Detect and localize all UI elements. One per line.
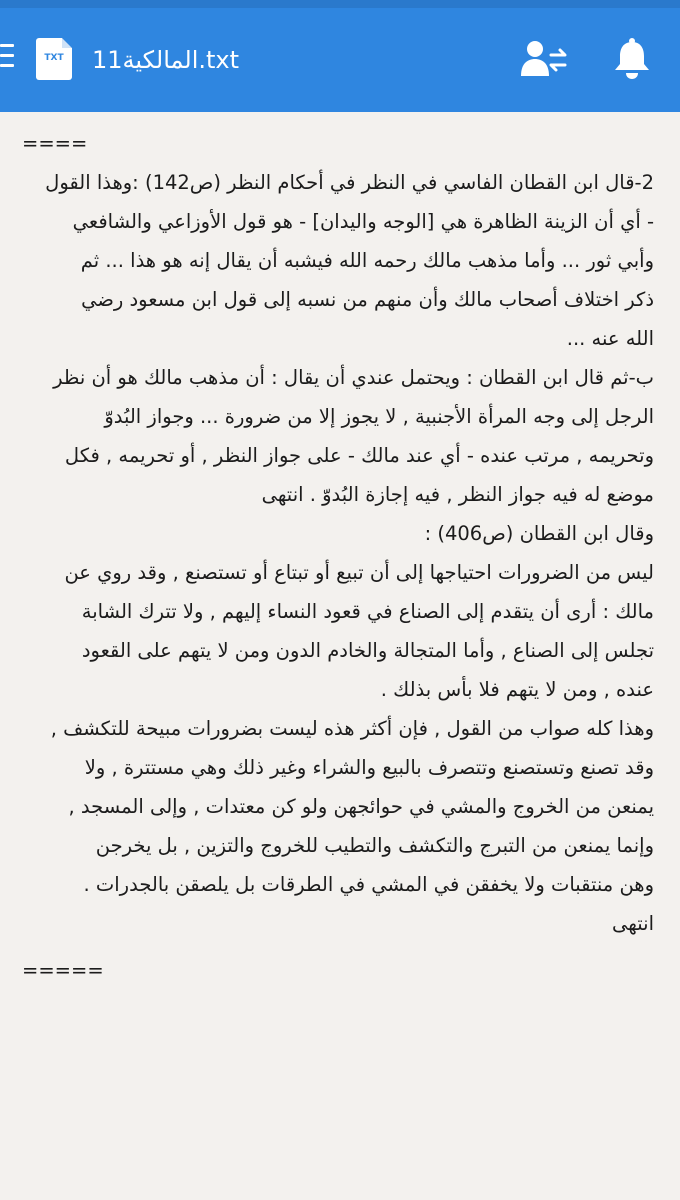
text-line: ليس من الضرورات احتياجها إلى أن تبيع أو تبتاع أو تستصنع , وقد روي عن — [64, 561, 654, 584]
text-line: وقال ابن القطان (ص406) : — [424, 522, 654, 545]
file-type-label: TXT — [44, 53, 64, 63]
file-txt-icon — [36, 38, 72, 80]
app-header — [0, 0, 680, 112]
text-line: الرجل إلى وجه المرأة الأجنبية , لا يجوز إلا من ضرورة ... وجواز البُدوّ — [104, 405, 654, 428]
text-line: - أي أن الزينة الظاهرة هي [الوجه واليدان] - هو قول الأوزاعي والشافعي — [72, 210, 654, 233]
text-line: وهن منتقبات ولا يخفقن في المشي في الطرقات بل يلصقن بالجدرات . — [83, 873, 654, 896]
user-swap-icon[interactable] — [520, 38, 568, 78]
document-title: المالكية11.txt — [92, 46, 240, 74]
text-line: وإنما يمنعن من التبرج والتكشف والتطيب للخروج والتزين , بل يخرجن — [95, 834, 654, 857]
text-line: ذكر اختلاف أصحاب مالك وأن منهم من نسبه إلى قول ابن مسعود رضي — [81, 288, 654, 311]
menu-icon[interactable] — [0, 44, 14, 74]
text-line: مالك : أرى أن يتقدم إلى الصناع في قعود النساء إليهم , ولا تترك الشابة — [81, 600, 654, 623]
text-line: وأبي ثور ... وأما مذهب مالك رحمه الله فيشبه أن يقال إنه هو هذا ... ثم — [80, 249, 654, 272]
text-line: وقد تصنع وتستصنع وتتصرف بالبيع والشراء وغير ذلك وهي مستترة , ولا — [84, 756, 654, 779]
text-line: انتهى — [612, 912, 654, 935]
text-line: تجلس إلى الصناع , وأما المتجالة والخادم الدون ومن لا يتهم على القعود — [81, 639, 654, 662]
text-line: ب-ثم قال ابن القطان : ويحتمل عندي أن يقال : أن مذهب مالك هو أن نظر — [53, 366, 654, 389]
document-content[interactable] — [22, 124, 654, 1200]
text-line: وتحريمه , مرتب عنده - أي عند مالك - على جواز النظر , أو تحريمه , فكل — [64, 444, 654, 467]
line-gap — [22, 943, 654, 951]
text-line: عنده , ومن لا يتهم فلا بأس بذلك . — [380, 678, 654, 701]
text-line: 2-قال ابن القطان الفاسي في النظر في أحكام النظر (ص142) :وهذا القول — [45, 171, 654, 194]
separator-line: ==== — [22, 132, 88, 155]
text-line: وهذا كله صواب من القول , فإن أكثر هذه ليست بضرورات مبيحة للتكشف , — [50, 717, 654, 740]
status-bar — [0, 0, 680, 8]
text-line: يمنعن من الخروج والمشي في حوائجهن ولو كن معتدات , وإلى المسجد , — [68, 795, 654, 818]
text-line: موضع له فيه جواز النظر , فيه إجازة البُدوّ . انتهى — [261, 483, 654, 506]
separator-line: ===== — [22, 959, 104, 982]
text-line: الله عنه ... — [566, 327, 654, 350]
bell-icon[interactable] — [612, 36, 652, 80]
